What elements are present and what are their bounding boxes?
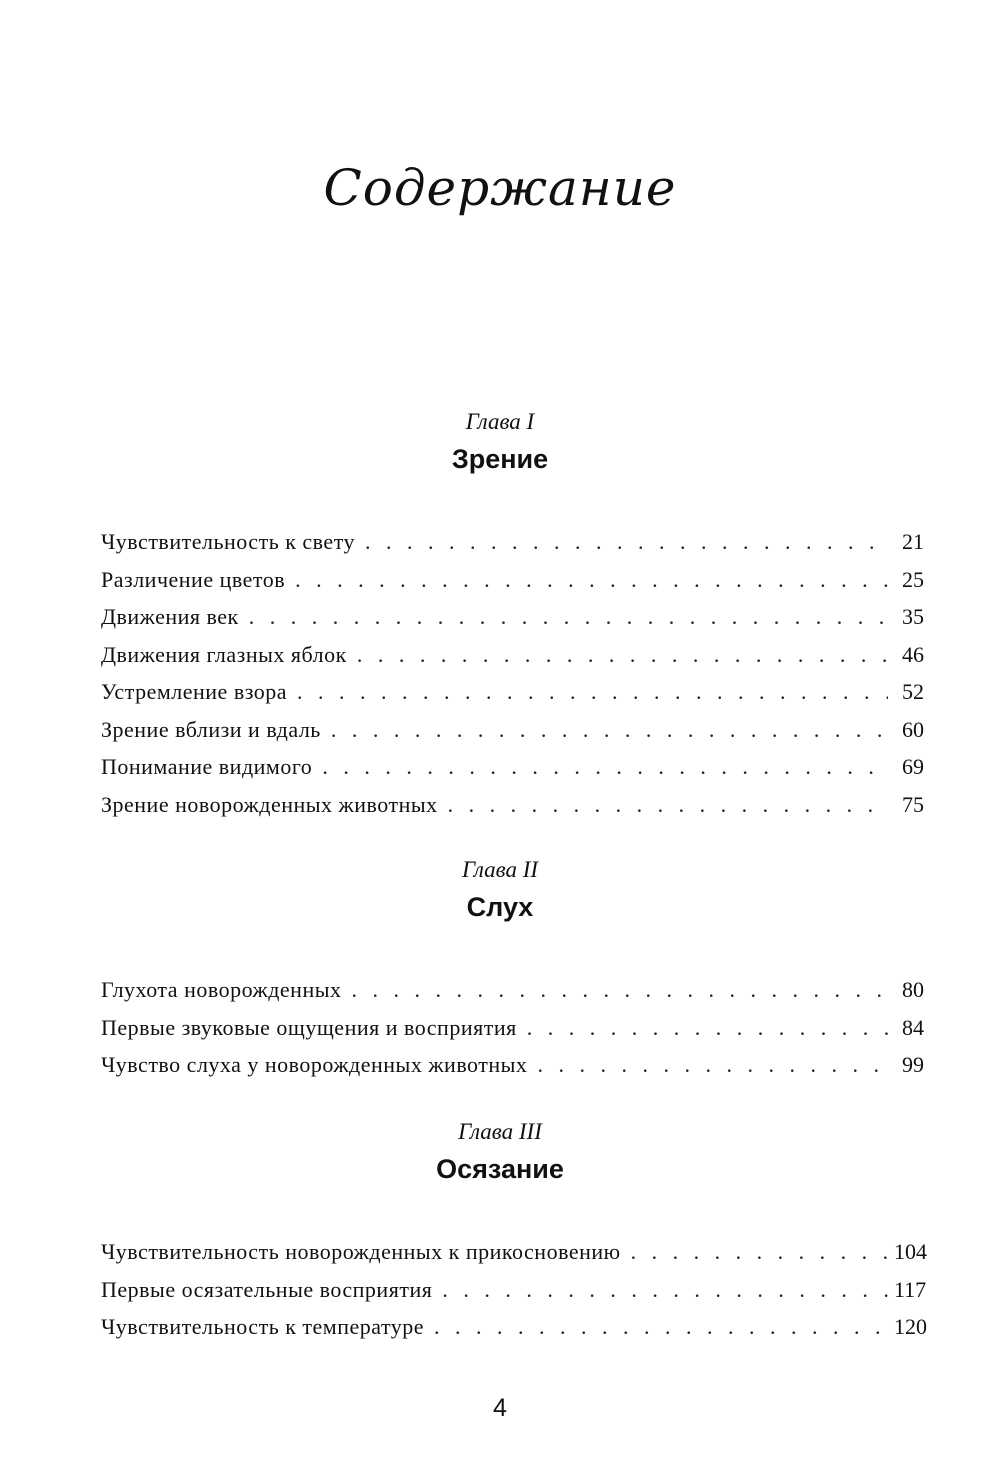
dot-leader xyxy=(365,527,888,557)
dot-leader xyxy=(357,640,888,670)
entry-title: Зрение новорожденных животных xyxy=(101,791,438,817)
entry-page-number: 25 xyxy=(902,566,924,592)
page-title: Содержание xyxy=(323,159,677,217)
chapter-1 xyxy=(0,407,1000,843)
chapter-number: Глава III xyxy=(458,1119,542,1144)
dot-leader xyxy=(442,1275,888,1305)
toc-entry[interactable] xyxy=(101,1013,924,1051)
dot-leader xyxy=(448,790,888,820)
entry-title: Движения глазных яблок xyxy=(101,641,347,667)
entry-title: Первые осязательные восприятия xyxy=(101,1276,433,1302)
entry-title: Понимание видимого xyxy=(101,754,313,779)
entry-title: Различение цветов xyxy=(101,566,286,592)
chapter-3 xyxy=(0,1117,1000,1366)
entry-title: Чувствительность к свету xyxy=(101,529,356,554)
toc-entry[interactable] xyxy=(101,602,924,640)
entry-page-number: 52 xyxy=(902,679,924,704)
toc-entry[interactable] xyxy=(101,1275,927,1313)
dot-leader xyxy=(249,602,888,632)
dot-leader xyxy=(434,1312,888,1342)
dot-leader xyxy=(297,677,888,707)
chapter-2 xyxy=(0,855,1000,1104)
dot-leader xyxy=(322,752,888,782)
chapter-number: Глава II xyxy=(461,857,539,882)
chapter-title: Осязание xyxy=(436,1154,564,1184)
toc-entry[interactable] xyxy=(101,527,924,565)
dot-leader xyxy=(352,975,888,1005)
toc-entry[interactable] xyxy=(101,677,924,715)
chapter-number: Глава I xyxy=(465,409,535,434)
dot-leader xyxy=(331,715,888,745)
entry-title: Движения век xyxy=(101,604,239,629)
toc-entry[interactable] xyxy=(101,640,924,678)
dot-leader xyxy=(295,565,888,595)
entry-page-number: 99 xyxy=(902,1052,924,1077)
entry-title: Чувство слуха у новорожденных животных xyxy=(101,1052,528,1077)
entry-page-number: 69 xyxy=(902,754,924,779)
toc-entry[interactable] xyxy=(101,975,924,1013)
chapter-entries xyxy=(0,975,1000,1088)
toc-entry[interactable] xyxy=(101,1050,924,1088)
toc-entry[interactable] xyxy=(101,1312,927,1350)
page-number: 4 xyxy=(493,1394,507,1422)
entry-page-number: 117 xyxy=(894,1276,927,1302)
chapter-entries xyxy=(0,527,1000,827)
entry-title: Первые звуковые ощущения и восприятия xyxy=(101,1014,517,1040)
entry-page-number: 75 xyxy=(902,791,924,817)
entry-page-number: 84 xyxy=(902,1014,924,1040)
entry-page-number: 46 xyxy=(902,641,924,667)
entry-page-number: 35 xyxy=(902,604,924,629)
entry-title: Чувствительность к температуре xyxy=(101,1314,425,1339)
chapter-entries xyxy=(0,1237,1000,1350)
entry-title: Глухота новорожденных xyxy=(101,977,342,1002)
toc-entry[interactable] xyxy=(101,752,924,790)
toc-entry[interactable] xyxy=(101,790,924,828)
chapter-title: Слух xyxy=(466,892,534,922)
dot-leader xyxy=(537,1050,888,1080)
entry-title: Зрение вблизи и вдаль xyxy=(101,716,321,742)
entry-page-number: 120 xyxy=(894,1314,927,1339)
entry-page-number: 80 xyxy=(902,977,924,1002)
toc-entry[interactable] xyxy=(101,1237,927,1275)
chapter-title: Зрение xyxy=(451,444,549,474)
toc-entry[interactable] xyxy=(101,715,924,753)
toc-entry[interactable] xyxy=(101,565,924,603)
entry-page-number: 21 xyxy=(902,529,924,554)
dot-leader xyxy=(631,1237,888,1267)
entry-page-number: 104 xyxy=(894,1239,927,1264)
entry-title: Устремление взора xyxy=(101,679,288,704)
entry-title: Чувствительность новорожденных к прикосновению xyxy=(101,1239,621,1264)
entry-page-number: 60 xyxy=(902,716,924,742)
dot-leader xyxy=(527,1013,888,1043)
